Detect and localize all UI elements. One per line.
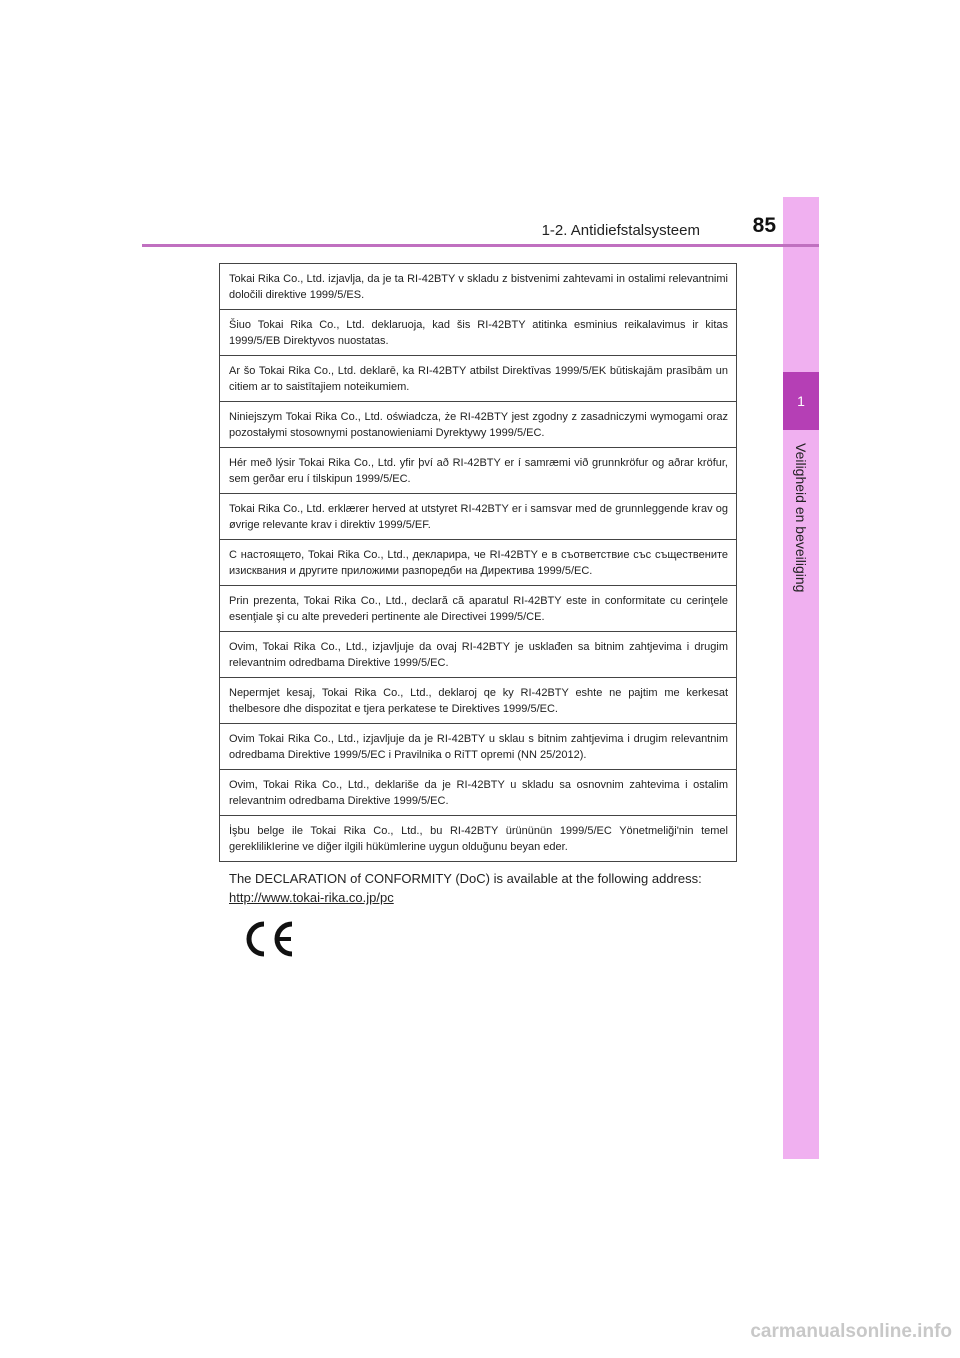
table-row xyxy=(220,494,737,540)
declaration-slovenian: Tokai Rika Co., Ltd. izjavlja, da je ta RI-42BTY v skladu z bistvenimi zahtevami in ostalimi relevantnimi določili direktive 1999/5/ES. xyxy=(220,264,737,310)
chapter-label: Veiligheid en beveiliging xyxy=(793,443,809,593)
declaration-latvian: Ar šo Tokai Rika Co., Ltd. deklarē, ka RI-42BTY atbilst Direktīvas 1999/5/EK būtiskajām prasībām un citiem ar to saistītajiem noteikumiem. xyxy=(220,356,737,402)
conformity-link[interactable]: http://www.tokai-rika.co.jp/pc xyxy=(229,890,394,905)
declaration-polish: Niniejszym Tokai Rika Co., Ltd. oświadcza, że RI-42BTY jest zgodny z zasadniczymi wymogami oraz pozostałymi stosownymi postanowieniami Dyrektywy 1999/5/EC. xyxy=(220,402,737,448)
table-row xyxy=(220,770,737,816)
header-divider xyxy=(142,244,819,247)
declaration-romanian: Prin prezenta, Tokai Rika Co., Ltd., declară că aparatul RI-42BTY este in conformitate cu cerinţele esenţiale şi cu alte prevederi pertinente ale Directivei 1999/5/CE. xyxy=(220,586,737,632)
table-row xyxy=(220,586,737,632)
declaration-icelandic: Hér með lýsir Tokai Rika Co., Ltd. yfir því að RI-42BTY er í samræmi við grunnkröfur og aðrar kröfur, sem gerðar eru í tilskipun 1999/5/EC. xyxy=(220,448,737,494)
table-row xyxy=(220,724,737,770)
declaration-serbian: Ovim, Tokai Rika Co., Ltd., deklariše da je RI-42BTY u skladu sa osnovnim zahtevima i ostalim relevantnim odredbama Direktive 1999/5/EC. xyxy=(220,770,737,816)
declaration-lithuanian: Šiuo Tokai Rika Co., Ltd. deklaruoja, kad šis RI-42BTY atitinka esminius reikalavimus ir kitas 1999/5/EB Direktyvos nuostatas. xyxy=(220,310,737,356)
table-row xyxy=(220,310,737,356)
declaration-albanian: Nepermjet kesaj, Tokai Rika Co., Ltd., deklaroj qe ky RI-42BTY eshte ne pajtim me kerkesat thelbesore dhe dispozitat e tjera perkatese te Direktives 1999/5/EC. xyxy=(220,678,737,724)
page-number: 85 xyxy=(752,214,776,237)
declaration-bulgarian: С настоящето, Tokai Rika Co., Ltd., декларира, че RI-42BTY е в съответствие със съществените изисквания и другите приложими разпоредби на Директива 1999/5/EC. xyxy=(220,540,737,586)
watermark: carmanualsonline.info xyxy=(750,1321,952,1342)
chapter-side-tab xyxy=(783,197,819,1159)
declaration-norwegian: Tokai Rika Co., Ltd. erklærer herved at utstyret RI-42BTY er i samsvar med de grunnleggende krav og øvrige relevante krav i direktiv 1999/5/EF. xyxy=(220,494,737,540)
table-row xyxy=(220,632,737,678)
section-title: 1-2. Antidiefstalsysteem xyxy=(541,222,700,239)
table-row xyxy=(220,816,737,862)
table-row xyxy=(220,356,737,402)
declaration-turkish: İşbu belge ile Tokai Rika Co., Ltd., bu RI-42BTY ürününün 1999/5/EC Yönetmeliği'nin temel gereklilikIerine ve diğer ilgili hükümlerine uygun olduğunu beyan eder. xyxy=(220,816,737,862)
declaration-table xyxy=(219,263,737,862)
ce-mark-icon xyxy=(242,918,298,960)
chapter-number-box xyxy=(783,372,819,430)
table-row xyxy=(220,402,737,448)
chapter-label-box xyxy=(783,438,819,598)
chapter-number: 1 xyxy=(797,393,805,409)
table-row xyxy=(220,448,737,494)
table-row xyxy=(220,678,737,724)
conformity-statement: The DECLARATION of CONFORMITY (DoC) is available at the following address: xyxy=(229,871,702,886)
table-row xyxy=(220,264,737,310)
table-row xyxy=(220,540,737,586)
declaration-croatian: Ovim Tokai Rika Co., Ltd., izjavljuje da je RI-42BTY u sklau s bitnim zahtjevima i drugim relevantnim odredbama Direktive 1999/5/EC i Pravilnika o RiTT opremi (NN 25/2012). xyxy=(220,724,737,770)
declaration-bosnian: Ovim, Tokai Rika Co., Ltd., izjavljuje da ovaj RI-42BTY je usklađen sa bitnim zahtjevima i drugim relevantnim odredbama Direktive 1999/5/EC. xyxy=(220,632,737,678)
